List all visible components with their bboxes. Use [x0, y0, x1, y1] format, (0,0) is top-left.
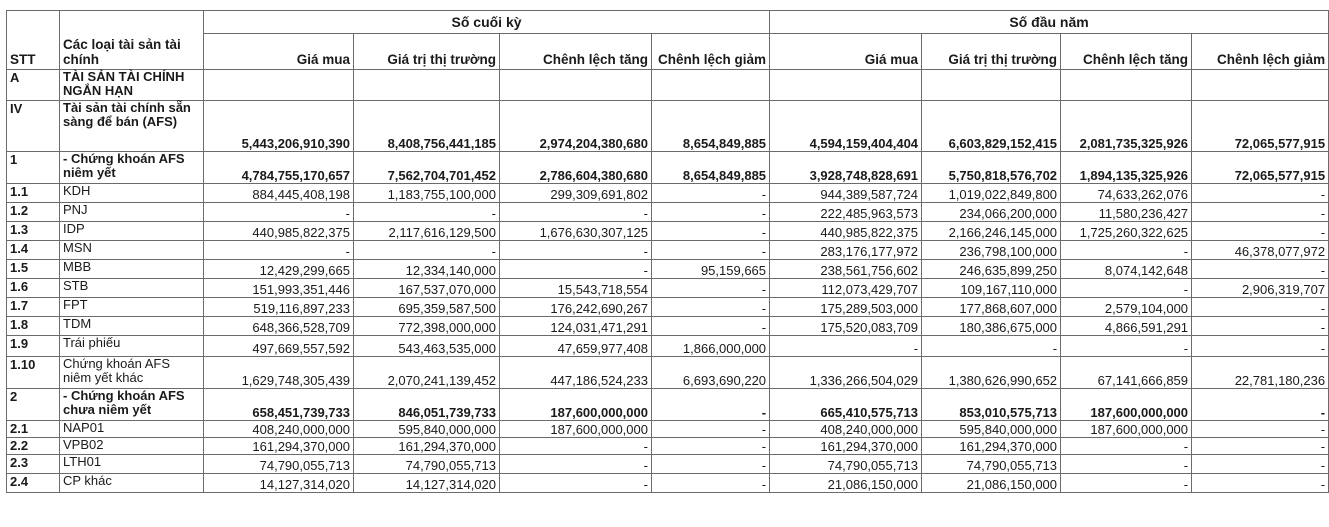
row-asset-name: LTH01: [60, 455, 204, 474]
row-stt: 1.8: [7, 317, 60, 336]
cell-start-purchase-price: 283,176,177,972: [770, 241, 922, 260]
cell-end-market-value: 1,183,755,100,000: [354, 184, 500, 203]
cell-start-increase: 187,600,000,000: [1061, 421, 1192, 438]
cell-start-decrease: -: [1192, 455, 1329, 474]
row-asset-name: VPB02: [60, 438, 204, 455]
cell-end-market-value: 74,790,055,713: [354, 455, 500, 474]
cell-end-increase: 1,676,630,307,125: [500, 222, 652, 241]
cell-end-purchase-price: 161,294,370,000: [204, 438, 354, 455]
cell-end-market-value: 846,051,739,733: [354, 389, 500, 421]
row-asset-name: IDP: [60, 222, 204, 241]
table-row: [7, 474, 1329, 493]
cell-end-decrease: -: [652, 438, 770, 455]
cell-end-purchase-price: 4,784,755,170,657: [204, 152, 354, 184]
row-stt: 1.1: [7, 184, 60, 203]
row-asset-name: MSN: [60, 241, 204, 260]
afs-assets-table: [6, 10, 1329, 493]
header-end-market-value: Giá trị thị trường: [354, 34, 500, 70]
cell-start-market-value: 21,086,150,000: [922, 474, 1061, 493]
cell-start-market-value: 109,167,110,000: [922, 279, 1061, 298]
cell-end-increase: 2,786,604,380,680: [500, 152, 652, 184]
cell-start-increase: 11,580,236,427: [1061, 203, 1192, 222]
cell-end-market-value: 14,127,314,020: [354, 474, 500, 493]
cell-end-market-value: 543,463,535,000: [354, 336, 500, 357]
cell-start-increase: -: [1061, 438, 1192, 455]
cell-start-purchase-price: 175,289,503,000: [770, 298, 922, 317]
row-stt: 1.2: [7, 203, 60, 222]
cell-end-purchase-price: 519,116,897,233: [204, 298, 354, 317]
row-asset-name: KDH: [60, 184, 204, 203]
cell-end-market-value: 695,359,587,500: [354, 298, 500, 317]
row-asset-name: CP khác: [60, 474, 204, 493]
table-row: [7, 357, 1329, 389]
cell-start-market-value: 1,019,022,849,800: [922, 184, 1061, 203]
cell-end-increase: 124,031,471,291: [500, 317, 652, 336]
cell-end-purchase-price: 440,985,822,375: [204, 222, 354, 241]
cell-end-increase: 47,659,977,408: [500, 336, 652, 357]
row-stt: 1.9: [7, 336, 60, 357]
header-start-increase: Chênh lệch tăng: [1061, 34, 1192, 70]
cell-end-increase: 187,600,000,000: [500, 389, 652, 421]
cell-end-decrease: 95,159,665: [652, 260, 770, 279]
cell-end-market-value: 8,408,756,441,185: [354, 101, 500, 152]
cell-start-purchase-price: 3,928,748,828,691: [770, 152, 922, 184]
cell-end-purchase-price: [204, 70, 354, 101]
cell-start-increase: -: [1061, 279, 1192, 298]
header-stt: STT: [7, 11, 60, 70]
cell-start-increase: 1,725,260,322,625: [1061, 222, 1192, 241]
row-asset-name: Trái phiếu: [60, 336, 204, 357]
cell-end-decrease: -: [652, 389, 770, 421]
cell-start-decrease: -: [1192, 474, 1329, 493]
table-row: [7, 336, 1329, 357]
cell-start-market-value: [922, 70, 1061, 101]
cell-end-increase: 299,309,691,802: [500, 184, 652, 203]
row-asset-name: PNJ: [60, 203, 204, 222]
row-stt: 1.5: [7, 260, 60, 279]
cell-end-increase: 2,974,204,380,680: [500, 101, 652, 152]
table-row: [7, 279, 1329, 298]
cell-start-decrease: -: [1192, 421, 1329, 438]
cell-start-purchase-price: 112,073,429,707: [770, 279, 922, 298]
cell-end-purchase-price: 5,443,206,910,390: [204, 101, 354, 152]
cell-start-decrease: -: [1192, 389, 1329, 421]
cell-start-market-value: 595,840,000,000: [922, 421, 1061, 438]
cell-end-purchase-price: 12,429,299,665: [204, 260, 354, 279]
row-asset-name: FPT: [60, 298, 204, 317]
row-asset-name: Chứng khoán AFS niêm yết khác: [60, 357, 204, 389]
table-row: [7, 101, 1329, 152]
cell-end-increase: [500, 70, 652, 101]
cell-start-decrease: 72,065,577,915: [1192, 152, 1329, 184]
cell-end-purchase-price: -: [204, 241, 354, 260]
cell-start-purchase-price: 4,594,159,404,404: [770, 101, 922, 152]
cell-start-increase: 74,633,262,076: [1061, 184, 1192, 203]
row-stt: 2.2: [7, 438, 60, 455]
row-asset-name: STB: [60, 279, 204, 298]
cell-start-increase: 2,579,104,000: [1061, 298, 1192, 317]
cell-end-decrease: -: [652, 279, 770, 298]
cell-end-market-value: 2,070,241,139,452: [354, 357, 500, 389]
cell-end-market-value: 2,117,616,129,500: [354, 222, 500, 241]
row-asset-name: Tài sản tài chính sẵn sàng để bán (AFS): [60, 101, 204, 152]
cell-end-market-value: 12,334,140,000: [354, 260, 500, 279]
cell-start-increase: 8,074,142,648: [1061, 260, 1192, 279]
cell-end-decrease: 6,693,690,220: [652, 357, 770, 389]
table-row: [7, 317, 1329, 336]
cell-start-market-value: 6,603,829,152,415: [922, 101, 1061, 152]
cell-end-decrease: [652, 70, 770, 101]
cell-end-market-value: 161,294,370,000: [354, 438, 500, 455]
cell-start-market-value: 177,868,607,000: [922, 298, 1061, 317]
row-stt: 2.1: [7, 421, 60, 438]
table-row: [7, 260, 1329, 279]
table-row: [7, 455, 1329, 474]
cell-end-increase: 15,543,718,554: [500, 279, 652, 298]
table-row: [7, 389, 1329, 421]
table-row: [7, 421, 1329, 438]
cell-end-market-value: 167,537,070,000: [354, 279, 500, 298]
cell-end-decrease: -: [652, 455, 770, 474]
cell-start-market-value: 74,790,055,713: [922, 455, 1061, 474]
cell-start-purchase-price: 665,410,575,713: [770, 389, 922, 421]
table-row: [7, 241, 1329, 260]
table-row: [7, 438, 1329, 455]
table-row: [7, 203, 1329, 222]
header-period-start: Số đầu năm: [770, 11, 1329, 34]
row-stt: 2.4: [7, 474, 60, 493]
cell-end-decrease: -: [652, 317, 770, 336]
table-row: [7, 70, 1329, 101]
table-row: [7, 222, 1329, 241]
row-asset-name: TDM: [60, 317, 204, 336]
cell-start-market-value: 246,635,899,250: [922, 260, 1061, 279]
cell-end-increase: 187,600,000,000: [500, 421, 652, 438]
cell-start-purchase-price: 74,790,055,713: [770, 455, 922, 474]
cell-start-increase: -: [1061, 241, 1192, 260]
cell-start-increase: -: [1061, 455, 1192, 474]
cell-end-increase: -: [500, 474, 652, 493]
cell-end-increase: -: [500, 260, 652, 279]
cell-start-increase: -: [1061, 474, 1192, 493]
header-period-end: Số cuối kỳ: [204, 11, 770, 34]
cell-start-market-value: 161,294,370,000: [922, 438, 1061, 455]
row-stt: 1: [7, 152, 60, 184]
header-end-purchase-price: Giá mua: [204, 34, 354, 70]
cell-start-purchase-price: 21,086,150,000: [770, 474, 922, 493]
row-asset-name: TÀI SẢN TÀI CHÍNH NGẮN HẠN: [60, 70, 204, 101]
row-stt: 2: [7, 389, 60, 421]
cell-end-decrease: 8,654,849,885: [652, 152, 770, 184]
cell-start-market-value: 236,798,100,000: [922, 241, 1061, 260]
cell-end-market-value: 595,840,000,000: [354, 421, 500, 438]
header-start-purchase-price: Giá mua: [770, 34, 922, 70]
cell-start-increase: 187,600,000,000: [1061, 389, 1192, 421]
cell-end-decrease: -: [652, 222, 770, 241]
cell-end-purchase-price: 497,669,557,592: [204, 336, 354, 357]
table-row: [7, 184, 1329, 203]
cell-start-market-value: -: [922, 336, 1061, 357]
row-stt: IV: [7, 101, 60, 152]
cell-start-decrease: -: [1192, 298, 1329, 317]
cell-end-decrease: -: [652, 241, 770, 260]
table-header: [7, 11, 1329, 70]
cell-start-decrease: -: [1192, 203, 1329, 222]
cell-start-decrease: -: [1192, 260, 1329, 279]
cell-end-increase: -: [500, 438, 652, 455]
cell-start-purchase-price: 175,520,083,709: [770, 317, 922, 336]
row-asset-name: MBB: [60, 260, 204, 279]
cell-start-decrease: 46,378,077,972: [1192, 241, 1329, 260]
cell-start-purchase-price: 408,240,000,000: [770, 421, 922, 438]
cell-start-increase: 67,141,666,859: [1061, 357, 1192, 389]
cell-start-market-value: 1,380,626,990,652: [922, 357, 1061, 389]
cell-start-market-value: 853,010,575,713: [922, 389, 1061, 421]
row-stt: 1.3: [7, 222, 60, 241]
row-asset-name: - Chứng khoán AFS chưa niêm yết: [60, 389, 204, 421]
cell-end-increase: 176,242,690,267: [500, 298, 652, 317]
cell-start-decrease: -: [1192, 222, 1329, 241]
cell-end-increase: -: [500, 241, 652, 260]
header-start-market-value: Giá trị thị trường: [922, 34, 1061, 70]
header-end-increase: Chênh lệch tăng: [500, 34, 652, 70]
cell-start-purchase-price: -: [770, 336, 922, 357]
cell-end-increase: 447,186,524,233: [500, 357, 652, 389]
row-asset-name: NAP01: [60, 421, 204, 438]
cell-end-market-value: 772,398,000,000: [354, 317, 500, 336]
cell-start-purchase-price: 238,561,756,602: [770, 260, 922, 279]
row-stt: 1.4: [7, 241, 60, 260]
cell-end-decrease: 8,654,849,885: [652, 101, 770, 152]
header-asset-type: Các loại tài sản tài chính: [60, 11, 204, 70]
cell-end-purchase-price: -: [204, 203, 354, 222]
table-row: [7, 152, 1329, 184]
cell-end-purchase-price: 658,451,739,733: [204, 389, 354, 421]
cell-end-purchase-price: 14,127,314,020: [204, 474, 354, 493]
cell-end-purchase-price: 1,629,748,305,439: [204, 357, 354, 389]
cell-start-purchase-price: 1,336,266,504,029: [770, 357, 922, 389]
cell-end-purchase-price: 74,790,055,713: [204, 455, 354, 474]
cell-end-increase: -: [500, 203, 652, 222]
cell-end-decrease: 1,866,000,000: [652, 336, 770, 357]
cell-start-increase: 2,081,735,325,926: [1061, 101, 1192, 152]
row-stt: A: [7, 70, 60, 101]
cell-start-increase: 1,894,135,325,926: [1061, 152, 1192, 184]
table-body: [7, 70, 1329, 493]
financial-assets-table-container: [6, 10, 1326, 493]
cell-start-market-value: 2,166,246,145,000: [922, 222, 1061, 241]
cell-end-purchase-price: 408,240,000,000: [204, 421, 354, 438]
row-stt: 1.10: [7, 357, 60, 389]
row-stt: 1.7: [7, 298, 60, 317]
cell-end-decrease: -: [652, 421, 770, 438]
cell-start-decrease: -: [1192, 438, 1329, 455]
cell-start-increase: [1061, 70, 1192, 101]
cell-start-increase: 4,866,591,291: [1061, 317, 1192, 336]
table-row: [7, 298, 1329, 317]
cell-start-purchase-price: 440,985,822,375: [770, 222, 922, 241]
cell-start-purchase-price: [770, 70, 922, 101]
row-asset-name: - Chứng khoán AFS niêm yết: [60, 152, 204, 184]
cell-end-market-value: [354, 70, 500, 101]
cell-end-decrease: -: [652, 203, 770, 222]
cell-end-purchase-price: 884,445,408,198: [204, 184, 354, 203]
cell-end-decrease: -: [652, 474, 770, 493]
cell-start-purchase-price: 161,294,370,000: [770, 438, 922, 455]
header-start-decrease: Chênh lệch giảm: [1192, 34, 1329, 70]
cell-start-market-value: 234,066,200,000: [922, 203, 1061, 222]
cell-start-purchase-price: 944,389,587,724: [770, 184, 922, 203]
cell-start-increase: -: [1061, 336, 1192, 357]
cell-end-purchase-price: 151,993,351,446: [204, 279, 354, 298]
cell-end-increase: -: [500, 455, 652, 474]
cell-start-purchase-price: 222,485,963,573: [770, 203, 922, 222]
row-stt: 1.6: [7, 279, 60, 298]
cell-start-decrease: -: [1192, 184, 1329, 203]
cell-end-decrease: -: [652, 298, 770, 317]
cell-start-decrease: 2,906,319,707: [1192, 279, 1329, 298]
row-stt: 2.3: [7, 455, 60, 474]
cell-end-market-value: 7,562,704,701,452: [354, 152, 500, 184]
cell-start-decrease: 22,781,180,236: [1192, 357, 1329, 389]
cell-end-market-value: -: [354, 241, 500, 260]
cell-start-market-value: 180,386,675,000: [922, 317, 1061, 336]
header-end-decrease: Chênh lệch giảm: [652, 34, 770, 70]
cell-end-decrease: -: [652, 184, 770, 203]
cell-start-decrease: [1192, 70, 1329, 101]
cell-start-decrease: -: [1192, 317, 1329, 336]
cell-end-market-value: -: [354, 203, 500, 222]
cell-end-purchase-price: 648,366,528,709: [204, 317, 354, 336]
cell-start-market-value: 5,750,818,576,702: [922, 152, 1061, 184]
cell-start-decrease: -: [1192, 336, 1329, 357]
cell-start-decrease: 72,065,577,915: [1192, 101, 1329, 152]
